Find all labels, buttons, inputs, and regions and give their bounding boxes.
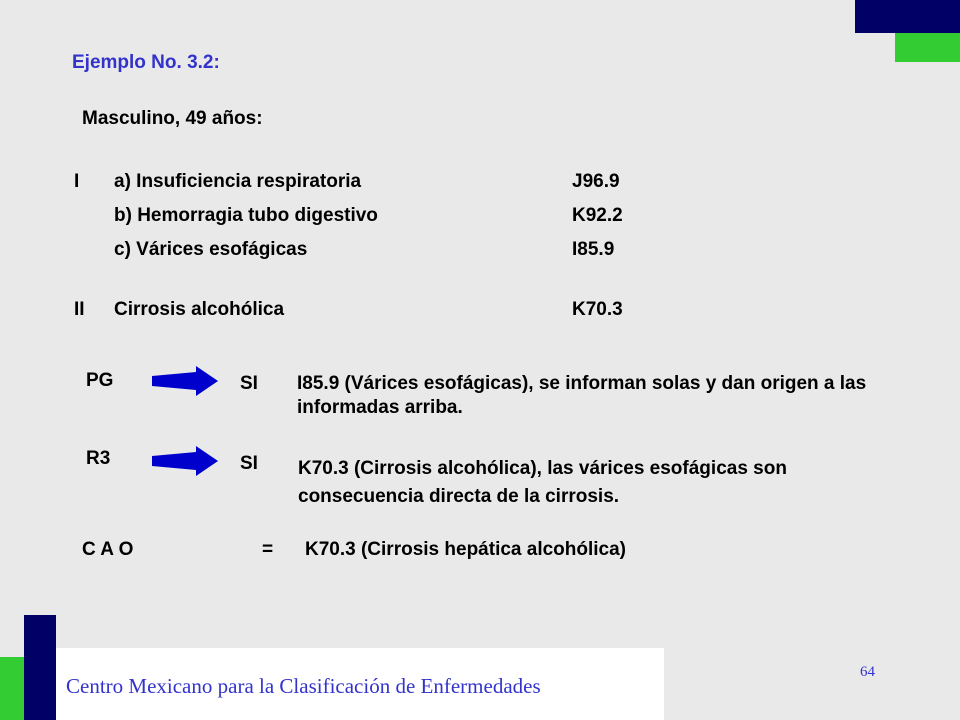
- right-arrow-icon: [152, 446, 220, 476]
- page-number: 64: [860, 664, 875, 680]
- part-i-row-b-label: b) Hemorragia tubo digestivo: [114, 205, 378, 226]
- green-corner-block-top: [895, 33, 960, 62]
- part-i-roman: I: [74, 171, 80, 192]
- cao-equals: =: [262, 539, 274, 560]
- part-ii-roman: II: [74, 299, 85, 320]
- rule-r3-result: SI: [240, 453, 258, 474]
- part-ii-code: K70.3: [572, 299, 623, 320]
- rule-pg-explanation: I85.9 (Várices esofágicas), se informan solas y dan origen a las informadas arriba.: [297, 373, 867, 418]
- slide-title: Ejemplo No. 3.2:: [72, 52, 220, 73]
- part-i-row-c-code: I85.9: [572, 239, 615, 260]
- cao-label: C A O: [82, 539, 134, 560]
- part-i-row-a-label: a) Insuficiencia respiratoria: [114, 171, 362, 192]
- part-ii-label: Cirrosis alcohólica: [114, 299, 285, 320]
- cao-value: K70.3 (Cirrosis hepática alcohólica): [305, 539, 627, 560]
- rule-pg-name: PG: [86, 370, 114, 391]
- rule-r3-explanation: K70.3 (Cirrosis alcohólica), las várices esofágicas son consecuencia directa de la cirrosis.: [298, 458, 787, 507]
- footer-organization: Centro Mexicano para la Clasificación de Enfermedades: [66, 674, 541, 698]
- part-i-row-a-code: J96.9: [572, 171, 620, 192]
- right-arrow-icon: [152, 366, 220, 396]
- part-i-row-b-code: K92.2: [572, 205, 623, 226]
- green-corner-block-bottom: [0, 657, 24, 720]
- navy-corner-block-bottom: [24, 615, 56, 720]
- rule-r3-name: R3: [86, 448, 111, 469]
- patient-description: Masculino, 49 años:: [82, 108, 263, 129]
- part-i-row-c-label: c) Várices esofágicas: [114, 239, 308, 260]
- navy-corner-block-top: [855, 0, 960, 33]
- rule-pg-result: SI: [240, 373, 258, 394]
